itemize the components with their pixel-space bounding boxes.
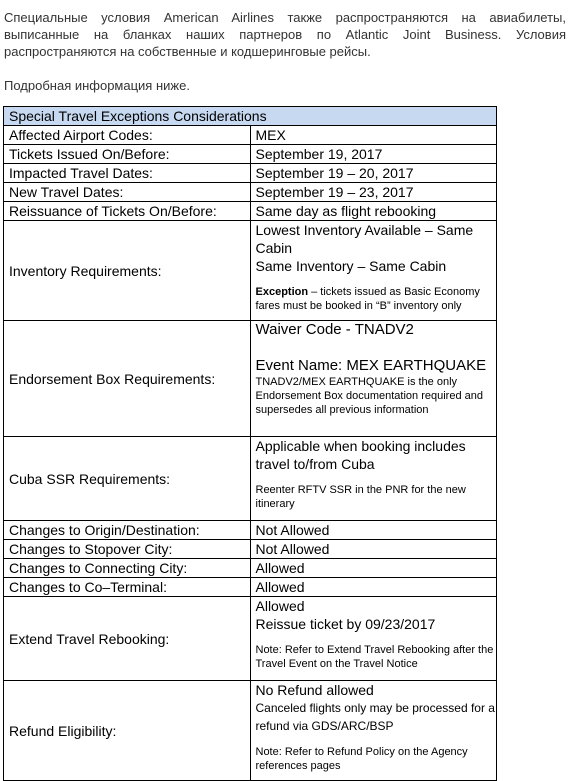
table-row <box>4 221 497 321</box>
row-value: Allowed <box>250 559 497 578</box>
row-value: September 19 – 20, 2017 <box>250 164 497 183</box>
exception-text: – tickets issued as Basic Economy fares must be booked in “B” inventory only <box>255 286 480 312</box>
row-value: September 19, 2017 <box>250 145 497 164</box>
row-label: Changes to Stopover City: <box>4 540 251 559</box>
more-info-text: Подробная информация ниже. <box>4 78 190 93</box>
table-row <box>4 321 497 437</box>
extend-line-1: Allowed <box>255 598 305 614</box>
table-row <box>4 202 497 221</box>
table-row <box>4 681 497 781</box>
intro-paragraph: Специальные условия American Airlines также распространяются на авиабилеты, выписанные на бланках наших партнеров по Atlantic Joint Business. Условия распространяются на собственные и кодшеринговые рейсы. <box>4 10 566 59</box>
row-value: September 19 – 23, 2017 <box>250 183 497 202</box>
row-value <box>250 221 497 321</box>
refund-line-2: Canceled flights only may be processed for a refund via GDS/ARC/BSP <box>255 701 495 733</box>
row-label: Changes to Origin/Destination: <box>4 521 251 540</box>
row-label: Extend Travel Rebooking: <box>4 597 251 681</box>
row-label: Refund Eligibility: <box>4 681 251 781</box>
row-value <box>250 681 497 781</box>
cuba-line-1: Applicable when booking includes travel to/from Cuba <box>255 438 466 472</box>
travel-exceptions-table <box>3 106 497 781</box>
row-value: Allowed <box>250 578 497 597</box>
row-label: Changes to Connecting City: <box>4 559 251 578</box>
table-row <box>4 437 497 521</box>
table-row <box>4 183 497 202</box>
table-row <box>4 578 497 597</box>
row-value <box>250 321 497 437</box>
row-label: Endorsement Box Requirements: <box>4 321 251 437</box>
table-row <box>4 126 497 145</box>
row-value <box>250 437 497 521</box>
row-label: Cuba SSR Requirements: <box>4 437 251 521</box>
row-label: Affected Airport Codes: <box>4 126 251 145</box>
row-value: Same day as flight rebooking <box>250 202 497 221</box>
waiver-code: Waiver Code - TNADV2 <box>255 321 414 338</box>
endorsement-note: TNADV2/MEX EARTHQUAKE is the only Endorsement Box documentation required and supersedes all previous information <box>255 376 483 416</box>
row-label: Changes to Co–Terminal: <box>4 578 251 597</box>
refund-note: Note: Refer to Refund Policy on the Agency references pages <box>255 746 468 772</box>
table-row <box>4 597 497 681</box>
row-value <box>250 597 497 681</box>
event-name: Event Name: MEX EARTHQUAKE <box>255 357 487 374</box>
table-row <box>4 559 497 578</box>
row-label: New Travel Dates: <box>4 183 251 202</box>
table-row <box>4 521 497 540</box>
table-row <box>4 540 497 559</box>
extend-note: Note: Refer to Extend Travel Rebooking after the Travel Event on the Travel Notice <box>255 644 494 670</box>
row-label: Impacted Travel Dates: <box>4 164 251 183</box>
table-header: Special Travel Exceptions Considerations <box>4 107 497 126</box>
inventory-line-1: Lowest Inventory Available – Same Cabin <box>255 222 474 256</box>
table-header-row <box>4 107 497 126</box>
table-row <box>4 164 497 183</box>
row-label: Inventory Requirements: <box>4 221 251 321</box>
inventory-line-2: Same Inventory – Same Cabin <box>255 258 447 274</box>
row-value: Not Allowed <box>250 521 497 540</box>
extend-line-2: Reissue ticket by 09/23/2017 <box>255 616 436 632</box>
row-label: Reissuance of Tickets On/Before: <box>4 202 251 221</box>
row-value: Not Allowed <box>250 540 497 559</box>
inventory-exception <box>256 285 497 313</box>
row-value: MEX <box>250 126 497 145</box>
intro-text <box>4 9 566 94</box>
row-label: Tickets Issued On/Before: <box>4 145 251 164</box>
cuba-note: Reenter RFTV SSR in the PNR for the new itinerary <box>255 484 466 510</box>
table-row <box>4 145 497 164</box>
exception-label: Exception <box>255 286 309 298</box>
refund-line-1: No Refund allowed <box>255 682 374 698</box>
